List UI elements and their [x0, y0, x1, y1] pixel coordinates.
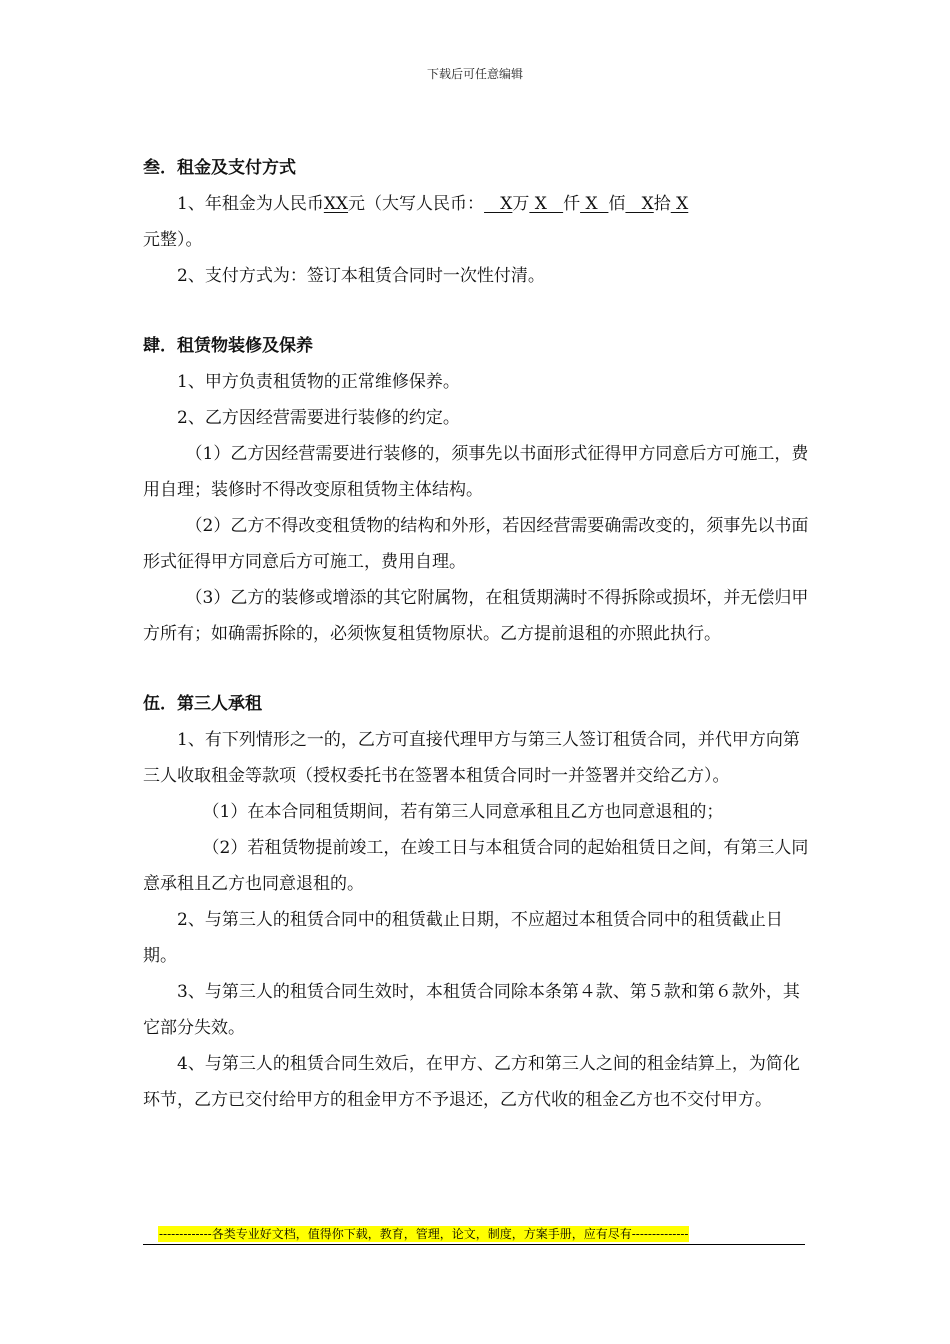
section-3-paragraph-1-end: 元整）。: [143, 230, 203, 250]
document-body: [143, 150, 813, 1118]
section-3-paragraph-1: 1、年租金为人民币XX元（大写人民币： X万 X 仟 X 佰 X拾 X: [177, 194, 689, 214]
section-5-title: 伍．第三人承租: [143, 694, 262, 714]
amount-blank-5: X: [670, 194, 689, 214]
amount-field: XX: [323, 194, 349, 214]
section-5-paragraph-6: 4、与第三人的租赁合同生效后，在甲方、乙方和第三人之间的租金结算上，为简化环节，乙方已交付给甲方的租金甲方不予退还，乙方代收的租金乙方也不交付甲方。: [143, 1054, 800, 1110]
section-4-title: 肆．租赁物装修及保养: [143, 336, 313, 356]
section-4-paragraph-3: （1）乙方因经营需要进行装修的，须事先以书面形式征得甲方同意后方可施工，费用自理；装修时不得改变原租赁物主体结构。: [143, 444, 809, 500]
section-5-paragraph-3: （2）若租赁物提前竣工，在竣工日与本租赁合同的起始租赁日之间，有第三人同意承租且乙方也同意退租的。: [143, 838, 809, 894]
section-4-paragraph-5: （3）乙方的装修或增添的其它附属物，在租赁期满时不得拆除或损坏，并无偿归甲方所有；如确需拆除的，必须恢复租赁物原状。乙方提前退租的亦照此执行。: [143, 588, 809, 644]
section-4-paragraph-4: （2）乙方不得改变租赁物的结构和外形，若因经营需要确需改变的，须事先以书面形式征得甲方同意后方可施工，费用自理。: [143, 516, 809, 572]
section-3-paragraph-2: 2、支付方式为：签订本租赁合同时一次性付清。: [177, 266, 545, 286]
footer-promo-text: -------------各类专业好文档，值得你下载，教育，管理，论文，制度，方案手册，应有尽有--------------: [159, 1227, 689, 1241]
amount-blank-2: X: [529, 194, 564, 214]
page-header-note: 下载后可任意编辑: [426, 67, 523, 81]
section-3-title: 叁．租金及支付方式: [143, 158, 296, 178]
section-5-paragraph-1: 1、有下列情形之一的，乙方可直接代理甲方与第三人签订租赁合同，并代甲方向第三人收取租金等款项（授权委托书在签署本租赁合同时一并签署并交给乙方）。: [143, 730, 800, 786]
section-5-paragraph-5: 3、与第三人的租赁合同生效时，本租赁合同除本条第４款、第５款和第６款外，其它部分失效。: [143, 982, 800, 1038]
section-5-paragraph-2: （1）在本合同租赁期间，若有第三人同意承租且乙方也同意退租的；: [202, 802, 724, 822]
amount-blank-3: X: [580, 194, 609, 214]
section-4-paragraph-2: 2、乙方因经营需要进行装修的约定。: [177, 408, 460, 428]
section-4-paragraph-1: 1、甲方负责租赁物的正常维修保养。: [177, 372, 460, 392]
page-footer: [143, 1226, 805, 1245]
amount-blank-1: X: [484, 194, 513, 214]
amount-blank-4: X: [625, 194, 654, 214]
section-5-paragraph-4: 2、与第三人的租赁合同中的租赁截止日期，不应超过本租赁合同中的租赁截止日期。: [143, 910, 783, 966]
